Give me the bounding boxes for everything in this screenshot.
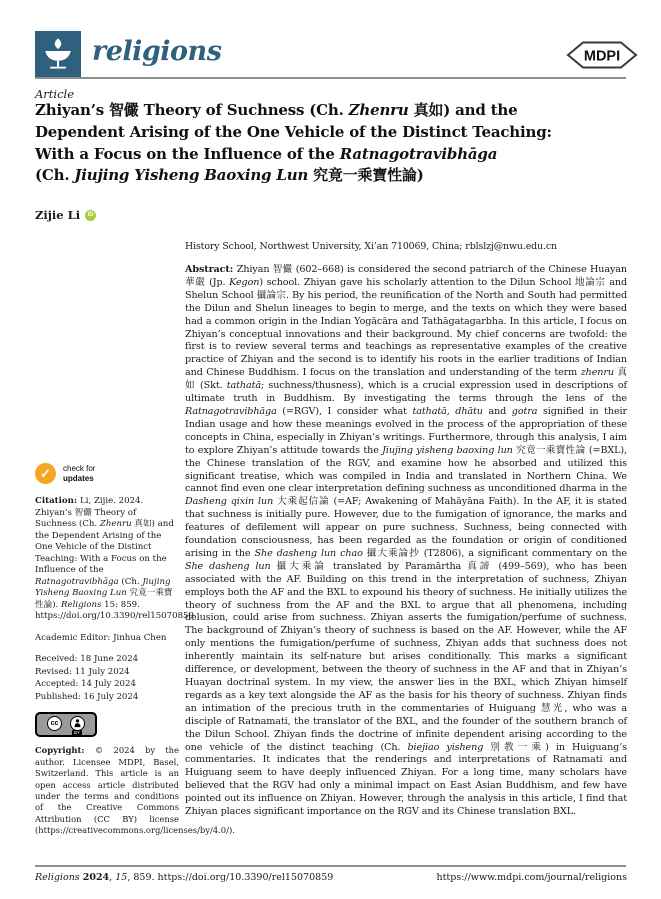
- received-label: Received:: [35, 654, 78, 664]
- received-date: 18 June 2024: [80, 654, 139, 664]
- orcid-icon[interactable]: iD: [85, 210, 96, 221]
- received-row: [35, 653, 179, 666]
- published-label: Published:: [35, 691, 81, 702]
- check-for-updates-line1: check for: [63, 464, 96, 473]
- abstract-paragraph: Abstract: Zhiyan 智儼 (602–668) is considered the second patriarch of the Chinese Huayan 華嚴 (Jp. Kegon) school. Zhiyan gave his scholarly attention to the Dilun School 地論宗 and Shelun School 攝論宗. By his period, the reunification of the North and South had permitted the Dilun and Shelun lineages to begin to merge, and the texts on which they were based had a common origin in the Indian Yogācāra and Tathāgatagarbha. In this article, I focus on Zhiyan’s conceptual innovations and their background. My chief concerns are twofold: the first is to review several terms and teachings as representative examples of the creative practice of Zhiyan and the second is to identify his roots in the earlier traditions of Indian and Chinese Buddhism. I focus on the translation and understanding of the term zhenru 真如 (Skt. tathatā; suchness/thusness), which is a crucial expression used in descriptions of ultimate truth in Buddhism. By investigating the terms through the lens of the Ratnagotravibhāga (=RGV), I consider what tathatā, dhātu and gotra signified in their Indian usage and how these meanings evolved in the process of the appropriation of these concepts in China, especially in Zhiyan’s writings. Furthermore, through this analysis, I aim to explore Zhiyan’s attitude towards the Jiujing yisheng baoxing lun 究竟一乘寶性論 (=BXL), the Chinese translation of the RGV, and examine how he absorbed and utilized this significant treatise, which was compiled in India and translated in Northern China. We cannot find even one clear interpretation defining suchness as unconditioned dharma in the Dasheng qixin lun 大乘起信論 (=AF; Awakening of Mahāyāna Faith). In the AF, it is stated that suchness is initially pure. However, due to the fumigation of ignorance, the marks and features of defilement will appear on pure suchness. Suchness, being connected with foundation consciousness, has been regarded as the foundation or origin of conditioned arising in the She dasheng lun chao 攝大乘論抄 (T2806), a significant commentary on the She dasheng lun 攝大乘論 translated by Paramārtha 真諦 (499–569), who has been associated with the AF. Building on this trend in the interpretation of suchness, Zhiyan employs both the AF and the BXL to expound his theory of suchness. He initially utilizes the theory of suchness from the AF and the BXL to argue that all phenomena, including delusion, could arise from suchness. Zhiyan asserts the fumigation/perfume of suchness. The background of Zhiyan’s theory of suchness is based on the AF. However, while the AF only mentions the fumigation/perfume of suchness, Zhiyan adds that suchness does not inherently maintain its self-nature but arises conditionally. This marks a significant difference, or development, between the theory of suchness in the AF and that in Zhiyan’s Huayan doctrinal system. In my view, the answer lies in the BXL, which Zhiyan himself regards as a key text alongside the AF as the basis for his theory of suchness. Zhiyan finds an intimation of the precious truth in the commentaries of Huiguang 慧光, who was a disciple of Ratnamati, the translator of the BXL, and the founder of the southern branch of the Dilun School. Zhiyan finds the doctrine of infinite dependent arising according to the one vehicle of the distinct teaching (Ch. biejiao yisheng 別教一乘) in Huiguang’s commentaries. It indicates that the renderings and interpretations of Ratnamati and Huiguang seem to have deeply influenced Zhiyan. For a long time, many scholars have believed that the RGV had only a minimal impact on East Asian Buddhism, and few have pointed out its influence on Zhiyan. However, through the analysis in this article, I find that Zhiyan places significant importance on the RGV and its Chinese translation BXL.: [185, 264, 628, 818]
- accepted-row: [35, 678, 179, 691]
- article-title: Zhiyan’s 智儼 Theory of Suchness (Ch. Zhenru 真如) and the Dependent Arising of the One Vehicle of the Distinct Teaching: With a Focus on the Influence of the Ratnagotravibhāga (Ch. Jiujing Yisheng Baoxing Lun 究竟一乘寶性論): [35, 101, 552, 185]
- copyright-text: Copyright: © 2024 by the author. Licensee MDPI, Basel, Switzerland. This article is an open access article distributed under the terms and conditions of the Creative Commons Attribution (CC BY) license (https://creativecommons.org/licenses/by/4.0/).: [35, 745, 235, 836]
- journal-name: religions: [92, 36, 222, 67]
- footer-citation[interactable]: Religions 2024, 15, 859. https://doi.org/10.3390/rel15070859: [35, 872, 334, 883]
- revised-date: 11 July 2024: [74, 666, 130, 677]
- chalice-flame-icon: [40, 36, 76, 72]
- history-dates: [35, 653, 179, 703]
- footer-journal-url[interactable]: https://www.mdpi.com/journal/religions: [436, 872, 627, 883]
- check-for-updates-line2: updates: [63, 473, 94, 483]
- published-row: [35, 691, 179, 704]
- academic-editor-row: [35, 633, 179, 645]
- accepted-label: Accepted:: [35, 679, 79, 690]
- sidebar: [35, 463, 235, 837]
- cc-license-badge[interactable]: [35, 712, 97, 737]
- academic-editor-label: Academic Editor:: [35, 632, 111, 643]
- footer-divider: [35, 865, 626, 867]
- check-icon: ✓: [35, 463, 56, 484]
- check-for-updates-label: [63, 464, 95, 483]
- religions-logo: [35, 31, 81, 77]
- revised-row: [35, 666, 179, 679]
- author-name: Zijie Li: [35, 208, 81, 222]
- published-date: 16 July 2024: [83, 691, 139, 702]
- person-icon: [70, 716, 85, 731]
- cc-icon: cc: [47, 716, 62, 731]
- mdpi-hexagon-icon: [566, 41, 638, 69]
- academic-editor-name: Jinhua Chen: [113, 632, 167, 643]
- accepted-date: 14 July 2024: [81, 679, 136, 690]
- check-for-updates-badge[interactable]: [35, 463, 179, 484]
- header-divider: [35, 77, 626, 79]
- publisher-name: MDPI: [583, 48, 621, 65]
- revised-label: Revised:: [35, 666, 73, 677]
- mdpi-logo: [566, 41, 638, 69]
- author-row: [35, 208, 96, 222]
- affiliation-text: History School, Northwest University, Xi’an 710069, China; rblslzj@nwu.edu.cn: [185, 241, 557, 252]
- article-type-label: Article: [35, 87, 75, 101]
- by-label: BY: [73, 729, 80, 735]
- citation-text: Citation: Li, Zijie. 2024. Zhiyan’s 智儼 Theory of Suchness (Ch. Zhenru 真如) and the Dependent Arising of the One Vehicle of the Distinct Teaching: With a Focus on the Influence of the Ratnagotravibhāga (Ch. Jiujing Yisheng Baoxing Lun 究竟一乘寶性論). Religions 15: 859. https://doi.org/10.3390/rel15070859: [35, 496, 194, 621]
